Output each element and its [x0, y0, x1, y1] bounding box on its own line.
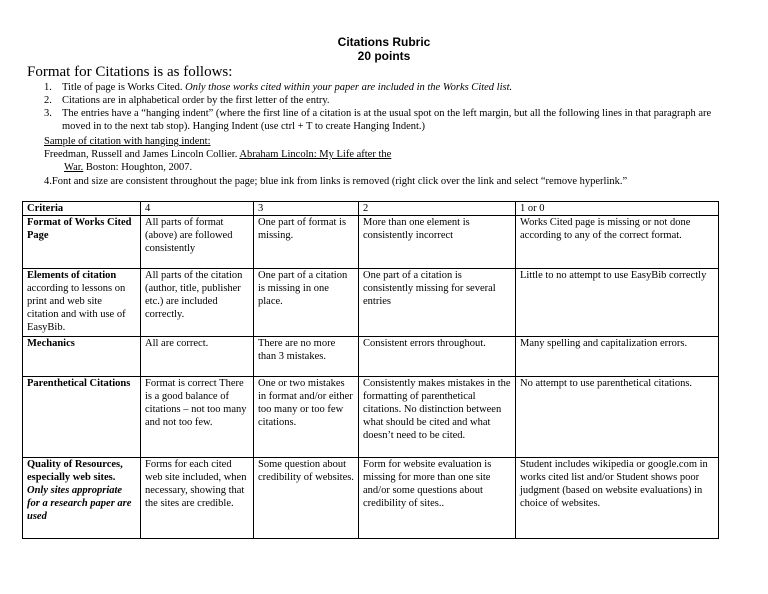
score-cell: Little to no attempt to use EasyBib correctly [516, 269, 719, 337]
score-cell: No attempt to use parenthetical citations. [516, 377, 719, 458]
score-cell: Consistent errors throughout. [359, 337, 516, 377]
criteria-cell [23, 337, 141, 377]
rule-text: Title of page is Works Cited. [62, 82, 186, 93]
header-score-1-or-0: 1 or 0 [516, 202, 719, 216]
rule-text: Citations are in alphabetical order by the first letter of the entry. [62, 95, 330, 106]
table-row [23, 377, 719, 458]
score-cell: Consistently makes mistakes in the formatting of parenthetical citations. No distinction between what should be cited and what doesn’t need to be cited. [359, 377, 516, 458]
score-cell: All parts of format (above) are followed consistently [141, 216, 254, 269]
score-cell: One part of format is missing. [254, 216, 359, 269]
score-cell: Form for website evaluation is missing for more than one site and/or some questions about credibility of sites.. [359, 458, 516, 539]
table-header-row [23, 202, 719, 216]
rule-number: 2. [44, 95, 52, 106]
score-cell: Some question about credibility of websites. [254, 458, 359, 539]
sample-line-1 [44, 148, 744, 161]
header-score-3: 3 [254, 202, 359, 216]
criteria-cell [23, 458, 141, 539]
page-title: Citations Rubric [337, 35, 431, 49]
score-cell: One part of a citation is consistently missing for several entries [359, 269, 516, 337]
table-row [23, 216, 719, 269]
score-cell: One or two mistakes in format and/or either too many or too few citations. [254, 377, 359, 458]
score-cell: Many spelling and capitalization errors. [516, 337, 719, 377]
table-row [23, 269, 719, 337]
table-row [23, 458, 719, 539]
sample-heading: Sample of citation with hanging indent: [44, 136, 211, 147]
criteria-title: Format of Works Cited Page [27, 217, 132, 241]
score-cell: Forms for each cited web site included, when necessary, showing that the sites are credible. [141, 458, 254, 539]
table-row [23, 337, 719, 377]
criteria-cell [23, 216, 141, 269]
sample-line-2 [44, 161, 744, 174]
header-score-2: 2 [359, 202, 516, 216]
score-cell: One part of a citation is missing in one place. [254, 269, 359, 337]
score-cell: There are no more than 3 mistakes. [254, 337, 359, 377]
sample-publisher: Boston: Houghton, 2007. [83, 162, 193, 173]
criteria-title: Elements of citation [27, 270, 117, 281]
rule-italic-text: Only those works cited within your paper are included in the Works Cited list. [185, 82, 513, 93]
rule-3 [44, 107, 734, 133]
score-cell: More than one element is consistently incorrect [359, 216, 516, 269]
score-cell: Works Cited page is missing or not done according to any of the correct format. [516, 216, 719, 269]
sample-book-title: Abraham Lincoln: My Life after the [239, 149, 392, 160]
sample-citation [44, 135, 744, 174]
criteria-title: Mechanics [27, 338, 75, 349]
rule-1 [44, 81, 734, 94]
rule-number: 1. [44, 82, 52, 93]
rubric-table [22, 201, 719, 539]
header-criteria: Criteria [23, 202, 141, 216]
criteria-note: Only sites appropriate for a research paper are used [27, 485, 132, 522]
rule-4: 4.Font and size are consistent throughout the page; blue ink from links is removed (right click over the link and select “remove hyperlink.” [44, 176, 628, 187]
score-cell: Student includes wikipedia or google.com in works cited list and/or Student shows poor judgment (based on website evaluations) in choice of websites. [516, 458, 719, 539]
score-cell: All are correct. [141, 337, 254, 377]
format-heading: Format for Citations is as follows: [27, 64, 233, 80]
criteria-cell [23, 377, 141, 458]
criteria-title: Quality of Resources, especially web sites. [27, 459, 123, 483]
sample-authors: Freedman, Russell and James Lincoln Collier. [44, 149, 240, 160]
score-cell: All parts of the citation (author, title, publisher etc.) are included correctly. [141, 269, 254, 337]
format-rules-list [44, 81, 734, 133]
rule-2 [44, 94, 734, 107]
rule-number: 3. [44, 108, 52, 119]
criteria-title: Parenthetical Citations [27, 378, 131, 389]
criteria-description: according to lessons on print and web site citation and with use of EasyBib. [27, 283, 126, 333]
score-cell: Format is correct There is a good balance of citations – not too many and not too few. [141, 377, 254, 458]
header-score-4: 4 [141, 202, 254, 216]
criteria-cell [23, 269, 141, 337]
sample-book-title-end: War. [64, 162, 84, 173]
points-subtitle: 20 points [357, 49, 411, 63]
rule-text: The entries have a “hanging indent” (where the first line of a citation is at the usual spot on the left margin, but all the following lines in that paragraph are moved in to the next tab stop). Hanging Indent (use ctrl + T to create Hanging Indent.) [62, 108, 712, 132]
